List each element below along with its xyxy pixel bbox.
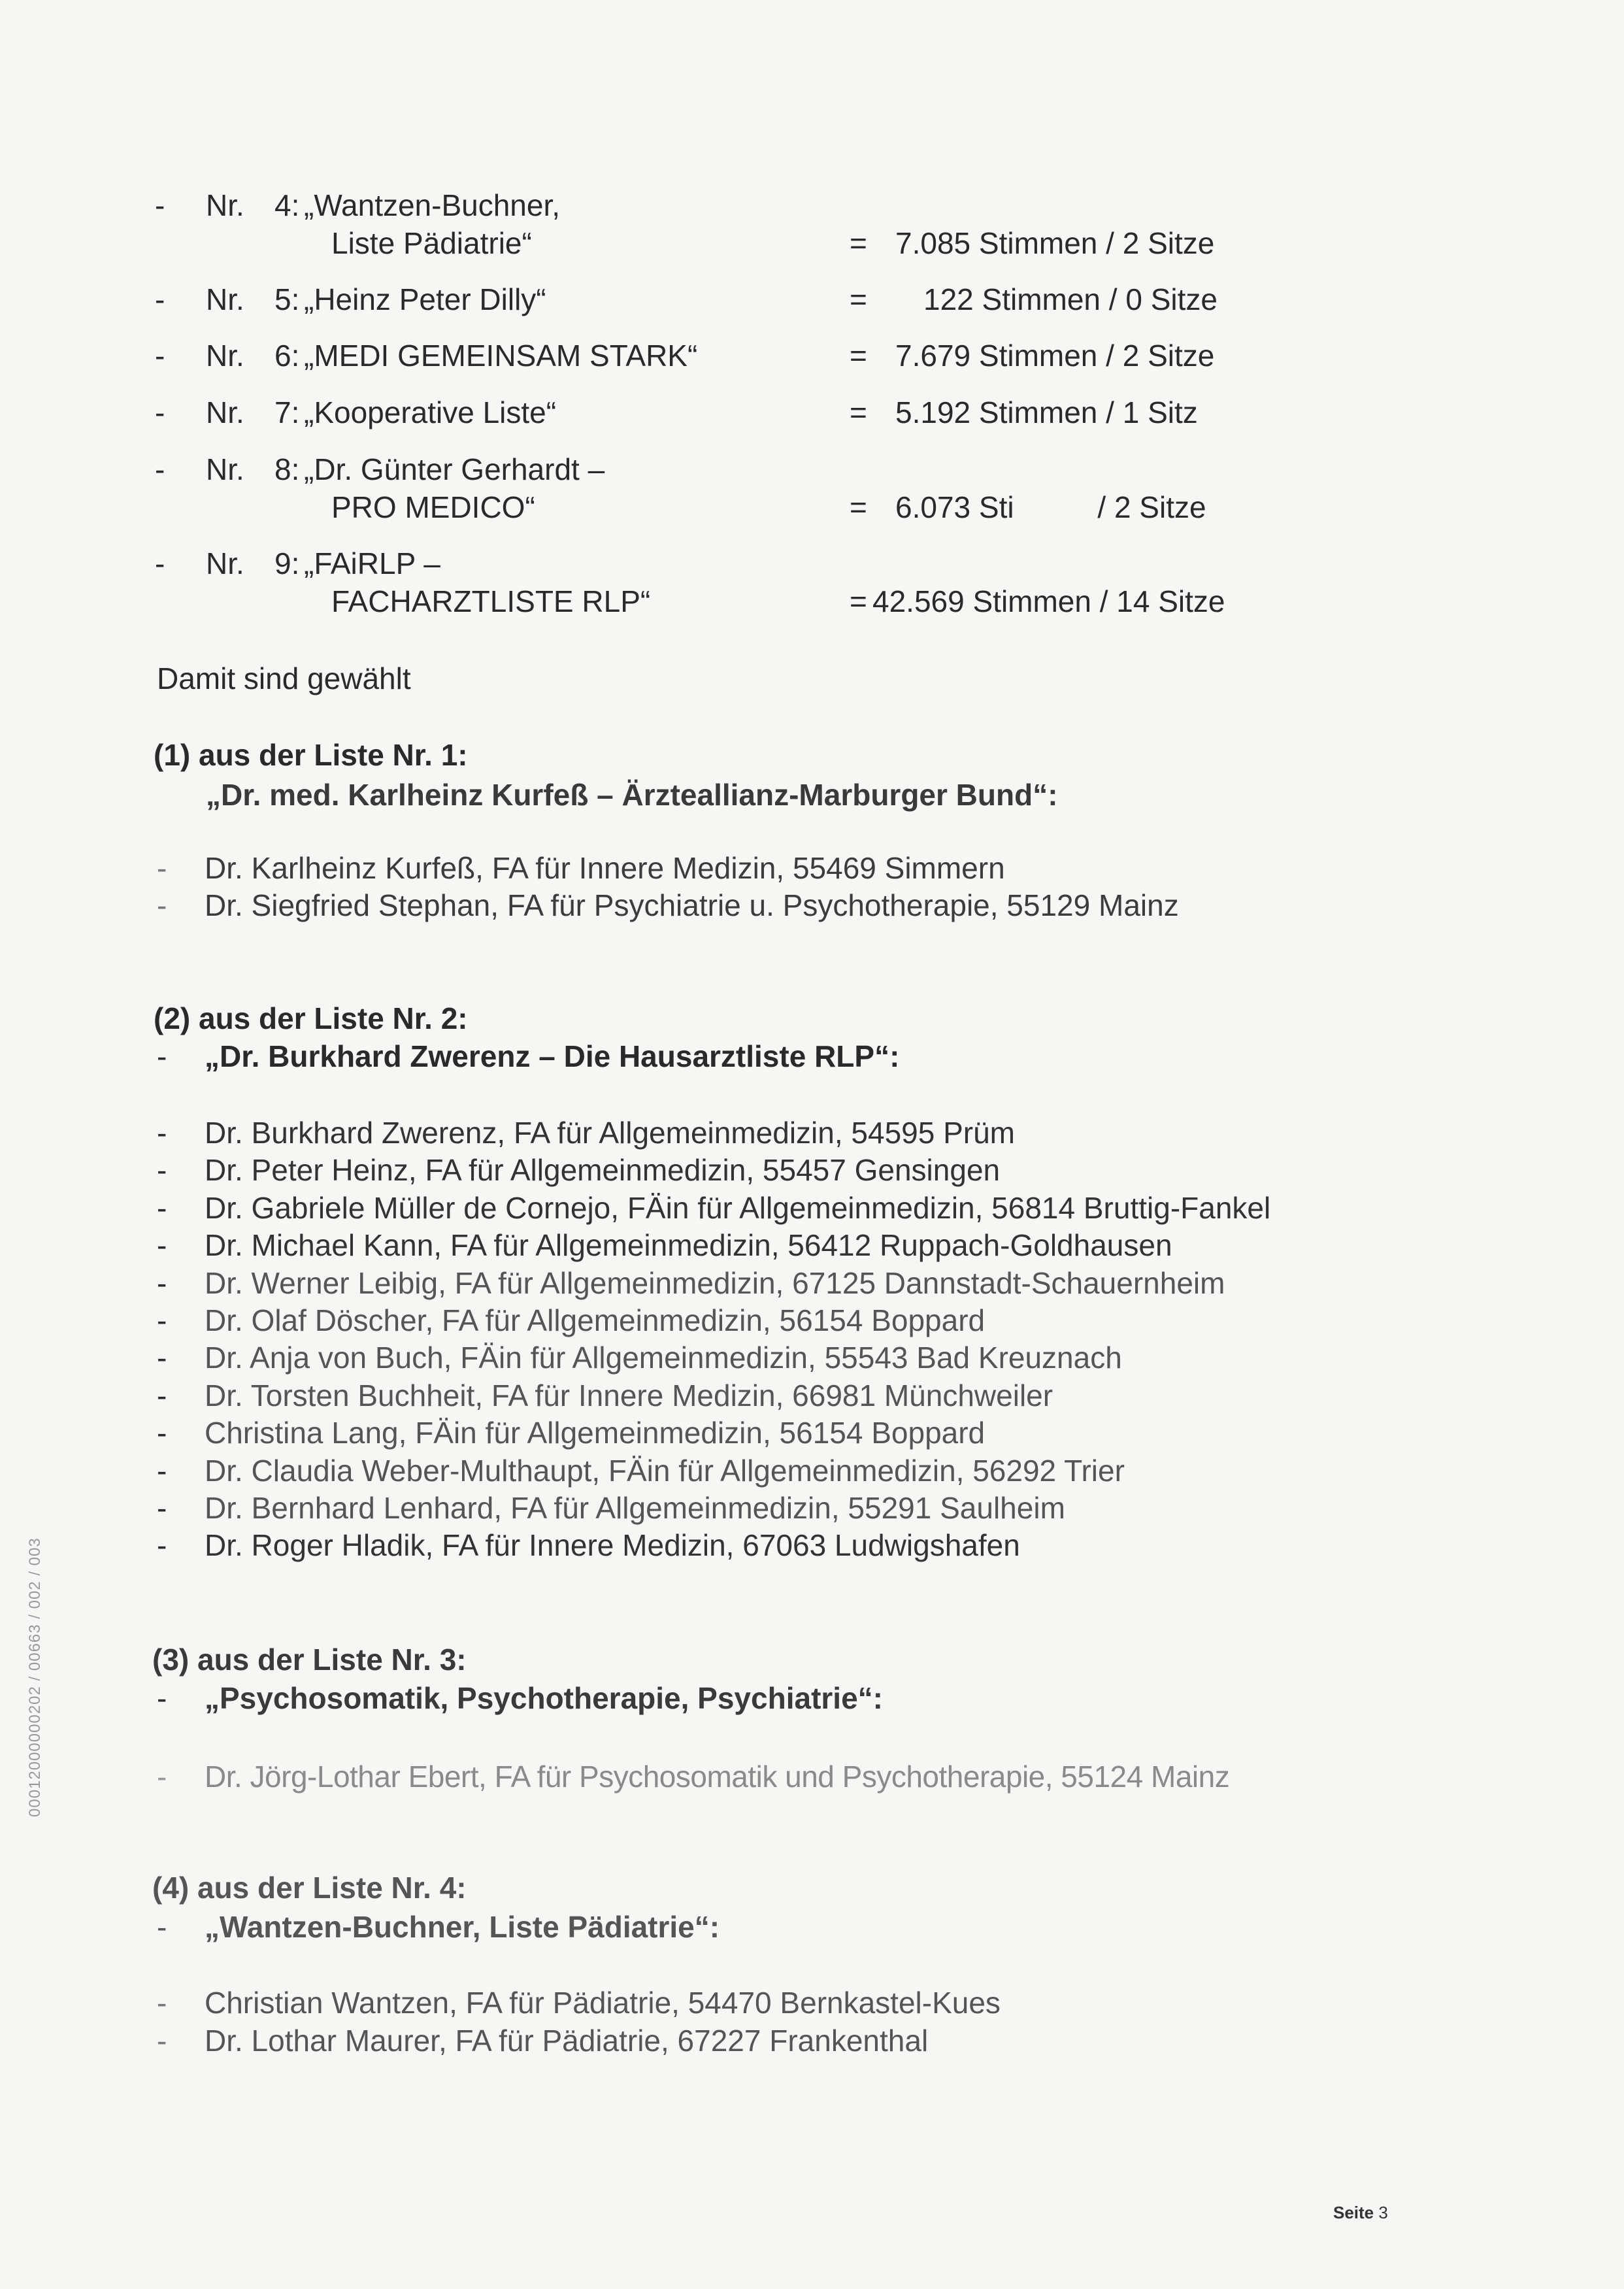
member-item: Dr. Roger Hladik, FA für Innere Medizin, 67063 Ludwigshafen <box>205 1528 1020 1562</box>
member-item: Christian Wantzen, FA für Pädiatrie, 54470 Bernkastel-Kues <box>205 1986 1001 2020</box>
results-row-votes: 122 Stimmen / 0 Sitze <box>923 282 1218 316</box>
member-dash: - <box>157 1416 167 1450</box>
side-barcode-text: 00012000000202 / 00663 / 002 / 003 <box>26 1537 44 1817</box>
member-dash: - <box>157 1191 167 1225</box>
results-row-name: „Heinz Peter Dilly“ <box>304 282 546 316</box>
member-dash: - <box>157 1266 167 1300</box>
member-item: Dr. Werner Leibig, FA für Allgemeinmedizin, 67125 Dannstadt-Schauernheim <box>205 1266 1225 1300</box>
section-list-dash: - <box>157 1681 167 1715</box>
member-dash: - <box>157 1454 167 1488</box>
results-row-dash: - <box>155 452 165 486</box>
member-item: Dr. Torsten Buchheit, FA für Innere Medizin, 66981 Münchweiler <box>205 1378 1053 1412</box>
member-dash: - <box>157 1228 167 1262</box>
member-dash: - <box>157 1153 167 1187</box>
results-row-name-cont: PRO MEDICO“ <box>331 490 535 524</box>
member-dash: - <box>157 1491 167 1525</box>
page-number <box>1333 2203 1388 2223</box>
results-row-nr: Nr. <box>206 188 244 222</box>
results-row-num: 5: <box>274 282 300 316</box>
page-label: Seite <box>1333 2203 1374 2222</box>
results-row-eq: = <box>850 339 867 373</box>
results-row-votes: 5.192 Stimmen / 1 Sitz <box>895 395 1198 429</box>
results-row-eq: = <box>850 395 867 429</box>
results-row-num: 6: <box>274 339 300 373</box>
section-list-dash: - <box>157 1039 167 1073</box>
section-heading: (2) aus der Liste Nr. 2: <box>154 1001 468 1035</box>
section-list-name: „Wantzen-Buchner, Liste Pädiatrie“: <box>205 1910 720 1944</box>
results-row-num: 8: <box>274 452 300 486</box>
member-dash: - <box>157 1341 167 1375</box>
results-row-name: „MEDI GEMEINSAM STARK“ <box>304 339 698 373</box>
member-dash: - <box>157 1303 167 1337</box>
results-row-num: 4: <box>274 188 300 222</box>
results-row-num: 7: <box>274 395 300 429</box>
section-heading: (3) aus der Liste Nr. 3: <box>152 1643 467 1677</box>
results-row-name: „Wantzen-Buchner, <box>304 188 561 222</box>
member-dash: - <box>157 851 167 885</box>
results-row-name-cont: FACHARZTLISTE RLP“ <box>331 584 651 618</box>
section-list-dash: - <box>157 1910 167 1944</box>
results-row-nr: Nr. <box>206 395 244 429</box>
results-row-votes: 7.679 Stimmen / 2 Sitze <box>895 339 1215 373</box>
results-row-dash: - <box>155 546 165 580</box>
page-value: 3 <box>1378 2203 1388 2222</box>
section-list-name: „Psychosomatik, Psychotherapie, Psychiatrie“: <box>205 1681 883 1715</box>
results-row-nr: Nr. <box>206 546 244 580</box>
results-row-nr: Nr. <box>206 339 244 373</box>
member-item: Dr. Jörg-Lothar Ebert, FA für Psychosomatik und Psychotherapie, 55124 Mainz <box>205 1760 1230 1794</box>
results-row-name: „FAiRLP – <box>304 546 440 580</box>
member-item: Dr. Siegfried Stephan, FA für Psychiatrie u. Psychotherapie, 55129 Mainz <box>205 888 1179 922</box>
member-item: Christina Lang, FÄin für Allgemeinmedizin, 56154 Boppard <box>205 1416 986 1450</box>
member-item: Dr. Anja von Buch, FÄin für Allgemeinmedizin, 55543 Bad Kreuznach <box>205 1341 1122 1375</box>
results-row-eq: = <box>850 226 867 260</box>
results-row-eq: = <box>850 584 867 618</box>
results-row-name: „Kooperative Liste“ <box>304 395 557 429</box>
member-item: Dr. Peter Heinz, FA für Allgemeinmedizin, 55457 Gensingen <box>205 1153 1001 1187</box>
member-item: Dr. Bernhard Lenhard, FA für Allgemeinmedizin, 55291 Saulheim <box>205 1491 1065 1525</box>
results-row-nr: Nr. <box>206 452 244 486</box>
member-dash: - <box>157 888 167 922</box>
results-row-num: 9: <box>274 546 300 580</box>
member-item: Dr. Lothar Maurer, FA für Pädiatrie, 67227 Frankenthal <box>205 2024 929 2058</box>
results-row-dash: - <box>155 339 165 373</box>
section-heading: (1) aus der Liste Nr. 1: <box>154 738 468 772</box>
member-item: Dr. Olaf Döscher, FA für Allgemeinmedizin, 56154 Boppard <box>205 1303 986 1337</box>
member-dash: - <box>157 1528 167 1562</box>
results-row-name: „Dr. Günter Gerhardt – <box>304 452 605 486</box>
member-item: Dr. Claudia Weber-Multhaupt, FÄin für Allgemeinmedizin, 56292 Trier <box>205 1454 1125 1488</box>
member-dash: - <box>157 1116 167 1150</box>
results-row-dash: - <box>155 282 165 316</box>
results-row-dash: - <box>155 395 165 429</box>
section-list-name: „Dr. Burkhard Zwerenz – Die Hausarztliste RLP“: <box>205 1039 900 1073</box>
member-item: Dr. Karlheinz Kurfeß, FA für Innere Medizin, 55469 Simmern <box>205 851 1005 885</box>
member-item: Dr. Burkhard Zwerenz, FA für Allgemeinmedizin, 54595 Prüm <box>205 1116 1016 1150</box>
elected-intro: Damit sind gewählt <box>157 661 411 695</box>
results-row-votes: 42.569 Stimmen / 14 Sitze <box>872 584 1225 618</box>
section-heading: (4) aus der Liste Nr. 4: <box>152 1871 467 1905</box>
results-row-votes: 6.073 Sti / 2 Sitze <box>895 490 1206 524</box>
results-row-name-cont: Liste Pädiatrie“ <box>331 226 532 260</box>
results-row-eq: = <box>850 490 867 524</box>
member-dash: - <box>157 1986 167 2020</box>
section-list-name: „Dr. med. Karlheinz Kurfeß – Ärzteallianz-Marburger Bund“: <box>206 778 1058 812</box>
results-row-eq: = <box>850 282 867 316</box>
member-dash: - <box>157 1378 167 1412</box>
member-item: Dr. Gabriele Müller de Cornejo, FÄin für Allgemeinmedizin, 56814 Bruttig-Fankel <box>205 1191 1271 1225</box>
member-dash: - <box>157 1760 167 1794</box>
results-row-dash: - <box>155 188 165 222</box>
member-dash: - <box>157 2024 167 2058</box>
results-row-votes: 7.085 Stimmen / 2 Sitze <box>895 226 1215 260</box>
member-item: Dr. Michael Kann, FA für Allgemeinmedizin, 56412 Ruppach-Goldhausen <box>205 1228 1172 1262</box>
results-row-nr: Nr. <box>206 282 244 316</box>
